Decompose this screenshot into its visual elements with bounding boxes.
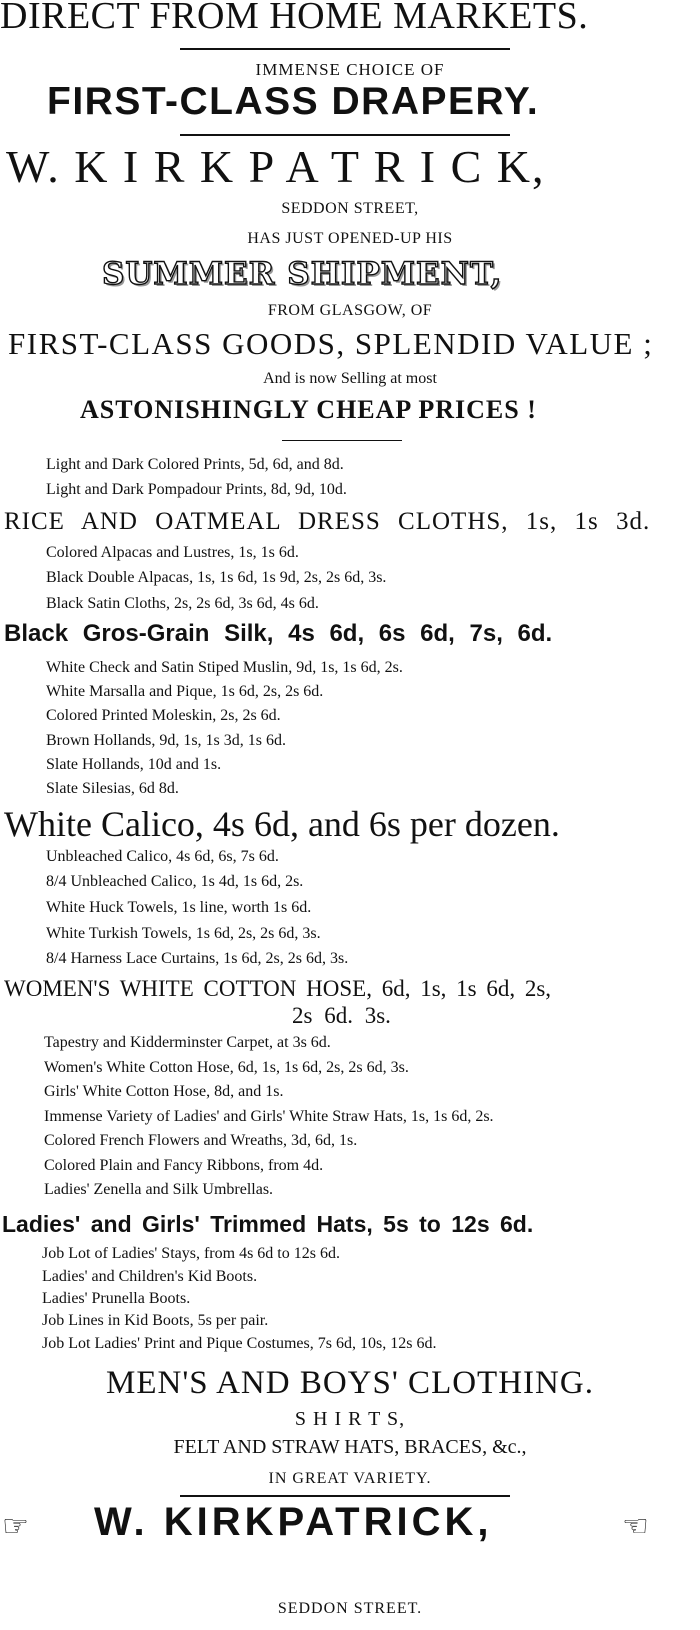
white-calico-heading: White Calico, 4s 6d, and 6s per dozen. xyxy=(4,804,560,844)
drapery-heading: FIRST-CLASS DRAPERY. xyxy=(47,80,540,123)
goods-heading: FIRST-CLASS GOODS, SPLENDID VALUE ; xyxy=(8,326,654,361)
pointing-hand-left-icon: ☜ xyxy=(622,1509,649,1544)
list-item: Light and Dark Colored Prints, 5d, 6d, and 8d. xyxy=(46,456,344,473)
opened-line: HAS JUST OPENED-UP HIS xyxy=(247,230,453,247)
list-item: Job Lines in Kid Boots, 5s per pair. xyxy=(42,1312,269,1329)
gros-grain-silk-heading: Black Gros-Grain Silk, 4s 6d, 6s 6d, 7s, 6d. xyxy=(4,620,553,647)
divider xyxy=(180,1495,510,1497)
list-item: Brown Hollands, 9d, 1s, 1s 3d, 1s 6d. xyxy=(46,732,287,749)
cotton-hose-heading: WOMEN'S WHITE COTTON HOSE, 6d, 1s, 1s 6d, 2s, xyxy=(4,976,552,1001)
list-item: Job Lot Ladies' Print and Pique Costumes, 7s 6d, 10s, 12s 6d. xyxy=(42,1335,437,1352)
list-item: Black Satin Cloths, 2s, 2s 6d, 3s 6d, 4s 6d. xyxy=(46,595,319,612)
list-item: 8/4 Unbleached Calico, 1s 4d, 1s 6d, 2s. xyxy=(46,873,304,890)
clothing-heading: MEN'S AND BOYS' CLOTHING. xyxy=(106,1365,594,1401)
list-item: Tapestry and Kidderminster Carpet, at 3s 6d. xyxy=(44,1034,331,1051)
list-item: Slate Hollands, 10d and 1s. xyxy=(46,756,222,773)
list-item: White Marsalla and Pique, 1s 6d, 2s, 2s 6d. xyxy=(46,683,324,700)
list-item: Slate Silesias, 6d 8d. xyxy=(46,780,179,797)
pointing-hand-right-icon: ☞ xyxy=(2,1509,29,1544)
list-item: Ladies' Prunella Boots. xyxy=(42,1290,191,1307)
list-item: Unbleached Calico, 4s 6d, 6s, 7s 6d. xyxy=(46,848,279,865)
divider xyxy=(180,48,510,50)
list-item: Girls' White Cotton Hose, 8d, and 1s. xyxy=(44,1083,284,1100)
short-divider xyxy=(282,440,402,441)
list-item: Women's White Cotton Hose, 6d, 1s, 1s 6d, 2s, 2s 6d, 3s. xyxy=(44,1059,409,1076)
list-item: Colored Printed Moleskin, 2s, 2s 6d. xyxy=(46,707,281,724)
list-item: Light and Dark Pompadour Prints, 8d, 9d, 10d. xyxy=(46,481,347,498)
divider xyxy=(180,134,510,136)
merchant-street: SEDDON STREET, xyxy=(281,200,419,217)
trimmed-hats-heading: Ladies' and Girls' Trimmed Hats, 5s to 12s 6d. xyxy=(2,1211,534,1237)
hats-braces-line: FELT AND STRAW HATS, BRACES, &c., xyxy=(173,1436,527,1458)
origin-line: FROM GLASGOW, OF xyxy=(267,302,433,319)
shirts-line: S H I R T S, xyxy=(294,1408,406,1430)
list-item: 8/4 Harness Lace Curtains, 1s 6d, 2s, 2s 6d, 3s. xyxy=(46,950,349,967)
list-item: White Huck Towels, 1s line, worth 1s 6d. xyxy=(46,899,312,916)
list-item: Colored Alpacas and Lustres, 1s, 1s 6d. xyxy=(46,544,299,561)
merchant-name: W. K I R K P A T R I C K, xyxy=(6,141,546,192)
list-item: White Turkish Towels, 1s 6d, 2s, 2s 6d, 3s. xyxy=(46,925,321,942)
footer-merchant-name: W. KIRKPATRICK, xyxy=(94,1500,493,1544)
list-item: Job Lot of Ladies' Stays, from 4s 6d to 12s 6d. xyxy=(42,1245,340,1262)
list-item: Colored French Flowers and Wreaths, 3d, 6d, 1s. xyxy=(44,1132,358,1149)
list-item: Colored Plain and Fancy Ribbons, from 4d. xyxy=(44,1157,324,1174)
variety-line: IN GREAT VARIETY. xyxy=(268,1470,432,1487)
selling-line: And is now Selling at most xyxy=(263,370,437,387)
list-item: Immense Variety of Ladies' and Girls' White Straw Hats, 1s, 1s 6d, 2s. xyxy=(44,1108,494,1125)
list-item: Black Double Alpacas, 1s, 1s 6d, 1s 9d, 2s, 2s 6d, 3s. xyxy=(46,569,387,586)
cotton-hose-heading-cont: 2s 6d. 3s. xyxy=(292,1003,391,1028)
summer-shipment-heading: SUMMER SHIPMENT, xyxy=(102,256,503,292)
choice-line: IMMENSE CHOICE OF xyxy=(255,60,445,79)
footer-street: SEDDON STREET. xyxy=(277,1600,423,1617)
list-item: White Check and Satin Stiped Muslin, 9d, 1s, 1s 6d, 2s. xyxy=(46,659,403,676)
headline: DIRECT FROM HOME MARKETS. xyxy=(0,0,589,37)
list-item: Ladies' and Children's Kid Boots. xyxy=(42,1268,258,1285)
list-item: Ladies' Zenella and Silk Umbrellas. xyxy=(44,1181,274,1198)
cheap-prices-heading: ASTONISHINGLY CHEAP PRICES ! xyxy=(80,395,537,424)
rice-oatmeal-heading: RICE AND OATMEAL DRESS CLOTHS, 1s, 1s 3d. xyxy=(4,508,651,535)
